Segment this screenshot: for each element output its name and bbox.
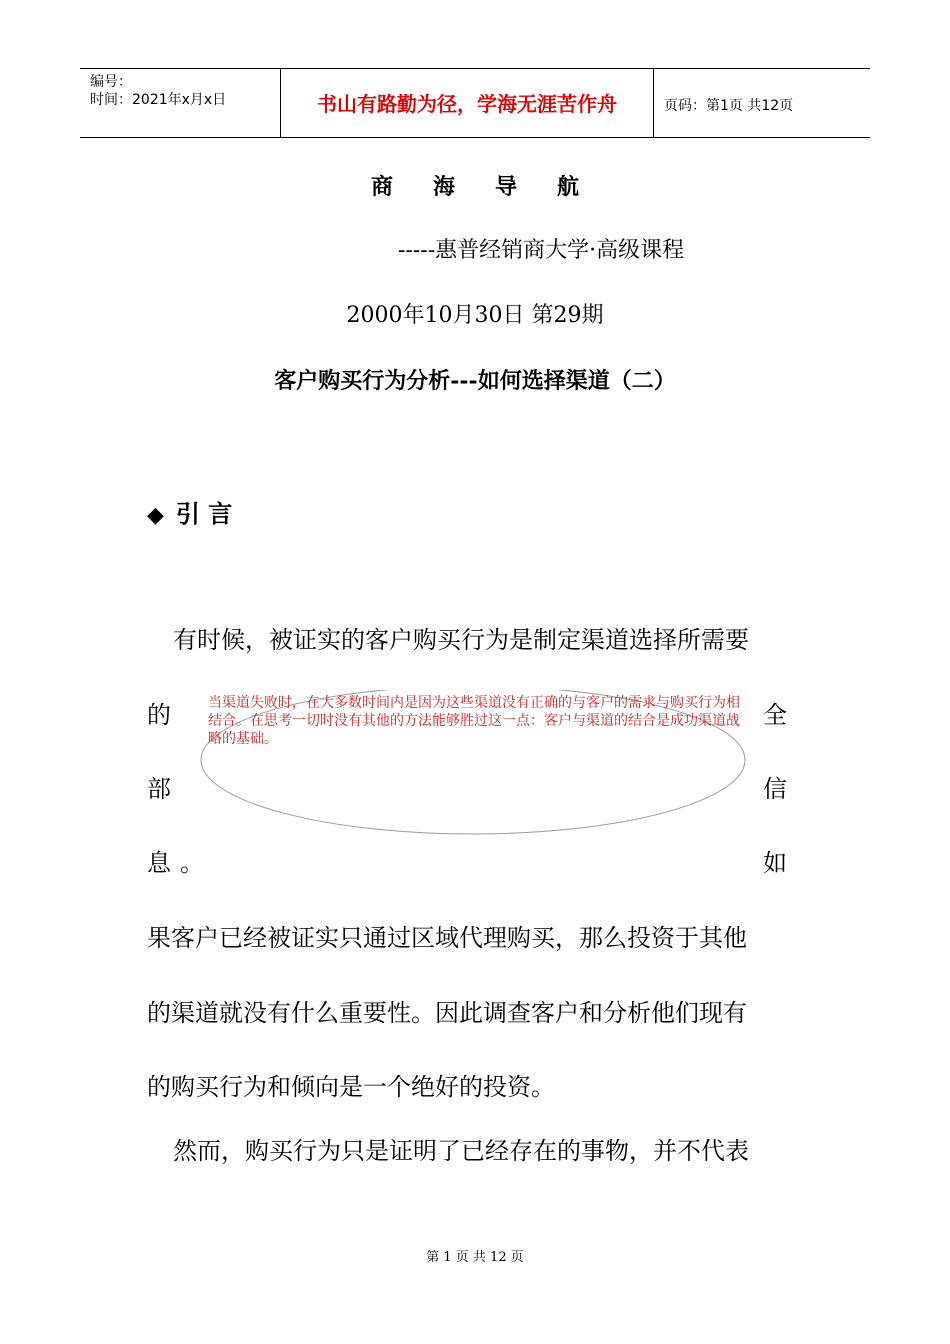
- body-char-quan: 全: [763, 701, 787, 729]
- annotation-callout: [200, 690, 748, 838]
- body-line-7: 的购买行为和倾向是一个绝好的投资。: [147, 1073, 555, 1101]
- number-label: 编号：: [90, 74, 132, 90]
- body-char-xin: 信: [763, 775, 787, 803]
- motto-text: 书山有路勤为径，学海无涯苦作舟: [317, 92, 617, 116]
- newsletter-title: 商海导航: [370, 174, 619, 200]
- newsletter-subtitle: -----惠普经销商大学·高级课程: [398, 238, 685, 263]
- page-footer: 第 1 页 共 12 页: [426, 1250, 524, 1265]
- body-line-1: 有时候，被证实的客户购买行为是制定渠道选择所需要: [173, 626, 749, 654]
- section-heading: [147, 494, 232, 529]
- diamond-icon: ◆: [147, 502, 164, 528]
- body-line-5: 果客户已经被证实只通过区域代理购买，那么投资于其他: [147, 924, 747, 952]
- body-line-6: 的渠道就没有什么重要性。因此调查客户和分析他们现有: [147, 999, 747, 1027]
- body-char-bu: 部: [147, 775, 171, 803]
- issue-date: 2000年10月30日 第29期: [346, 303, 604, 328]
- body-char-period: 。: [180, 849, 204, 877]
- time-label: 时间：2021年x月x日: [90, 92, 227, 108]
- page-code: 页码：第1页 共12页: [664, 98, 794, 114]
- annotation-text: 当渠道失败时，在大多数时间内是因为这些渠道没有正确的与客户的需求与购买行为相结合。在思考一切时没有其他的方法能够胜过这一点：客户与渠道的结合是成功渠道战略的基础。: [208, 695, 740, 747]
- header-right-cell: [654, 69, 870, 137]
- body-line-8: 然而，购买行为只是证明了已经存在的事物，并不代表: [173, 1137, 749, 1165]
- body-char-ru: 如: [763, 849, 787, 877]
- body-char-de: 的: [147, 701, 171, 729]
- body-char-xi: 息: [147, 849, 171, 877]
- article-title: 客户购买行为分析---如何选择渠道（二）: [274, 368, 676, 394]
- header-left-cell: [80, 69, 280, 137]
- section-heading-text: 引 言: [175, 499, 233, 528]
- header-middle-cell: [280, 69, 654, 137]
- document-header-table: [80, 68, 870, 138]
